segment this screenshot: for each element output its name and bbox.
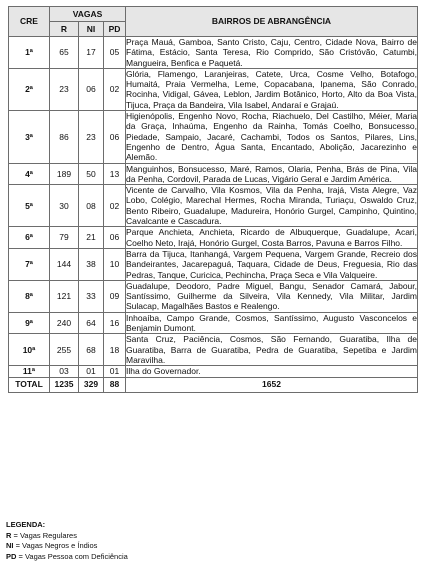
- r-cell: 255: [50, 334, 79, 366]
- header-ni: NI: [79, 22, 104, 37]
- ni-cell: 08: [79, 185, 104, 227]
- total-ni: 329: [79, 377, 104, 392]
- bairros-cell: Inhoaíba, Campo Grande, Cosmos, Santíssimo, Augusto Vasconcelos e Benjamin Dumont.: [126, 312, 417, 334]
- legend-item: [6, 552, 128, 563]
- pd-cell: 06: [104, 227, 126, 249]
- ni-cell: 68: [79, 334, 104, 366]
- cre-cell: 1ª: [9, 37, 50, 69]
- table-row: [9, 366, 418, 377]
- r-cell: 23: [50, 68, 79, 110]
- table-row: [9, 163, 418, 185]
- cre-cell: 5ª: [9, 185, 50, 227]
- r-cell: 30: [50, 185, 79, 227]
- bairros-cell: Ilha do Governador.: [126, 366, 418, 377]
- cre-cell: 2ª: [9, 68, 50, 110]
- pd-cell: 10: [104, 248, 126, 280]
- header-vagas: VAGAS: [50, 7, 126, 22]
- ni-cell: 64: [79, 312, 104, 334]
- ni-cell: 33: [79, 280, 104, 312]
- cre-cell: 10ª: [9, 334, 50, 366]
- table-row: [9, 248, 418, 280]
- header-r: R: [50, 22, 79, 37]
- legend-text: = Vagas Negros e Índios: [13, 541, 98, 550]
- total-label: TOTAL: [9, 377, 50, 392]
- cre-cell: 7ª: [9, 248, 50, 280]
- pd-cell: 13: [104, 163, 126, 185]
- ni-cell: 50: [79, 163, 104, 185]
- legend-code: PD: [6, 551, 17, 561]
- bairros-cell: Praça Mauá, Gamboa, Santo Cristo, Caju, Centro, Cidade Nova, Bairro de Fátima, Estácio, Santa Teresa, Rio Comprido, São Cristóvão, Catumbi, Mangueira, Benfica e Paquetá.: [126, 37, 417, 68]
- total-sum: 1652: [126, 377, 418, 392]
- table-row: [9, 37, 418, 69]
- cre-cell: 4ª: [9, 163, 50, 185]
- total-r: 1235: [50, 377, 79, 392]
- pd-cell: 16: [104, 312, 126, 334]
- document: [8, 6, 417, 393]
- bairros-cell: Barra da Tijuca, Itanhangá, Vargem Pequena, Vargem Grande, Recreio dos Bandeirantes, Jacarepaguá, Taquara, Cidade de Deus, Freguesia, Rio das Pedras, Tanque, Curicica, Pechincha, Praça Seca e Vila Valqueire.: [126, 248, 417, 280]
- table-row: [9, 185, 418, 227]
- table-row: [9, 68, 418, 110]
- bairros-cell: Vicente de Carvalho, Vila Kosmos, Vila da Penha, Irajá, Vista Alegre, Vaz Lobo, Colégio, Marechal Hermes, Rocha Miranda, Turiaçu, Oswaldo Cruz, Bento Ribeiro, Guadalupe, Madureira, Honório Gurgel, Campinho, Quintino, Cavalcante e Cascadura.: [126, 185, 417, 227]
- header-cre: CRE: [9, 7, 50, 37]
- bairros-cell: Guadalupe, Deodoro, Padre Miguel, Bangu, Senador Camará, Jabour, Santíssimo, Guilherme da Silveira, Vila Kennedy, Vila Militar, Jardim Sulacap, Magalhães Bastos e Realengo.: [126, 280, 417, 312]
- r-cell: 79: [50, 227, 79, 249]
- pd-cell: 01: [104, 366, 126, 377]
- table-row: [9, 227, 418, 249]
- header-pd: PD: [104, 22, 126, 37]
- ni-cell: 23: [79, 111, 104, 163]
- legend-text: = Vagas Regulares: [11, 530, 77, 540]
- ni-cell: 38: [79, 248, 104, 280]
- r-cell: 03: [50, 366, 79, 377]
- bairros-cell: Manguinhos, Bonsucesso, Maré, Ramos, Olaria, Penha, Brás de Pina, Vila da Penha, Cordovil, Parada de Lucas, Vigário Geral e Jardim América.: [126, 163, 417, 184]
- pd-cell: 09: [104, 280, 126, 312]
- table-row: [9, 334, 418, 366]
- r-cell: 189: [50, 163, 79, 185]
- table-header: [9, 7, 418, 37]
- r-cell: 240: [50, 312, 79, 334]
- r-cell: 121: [50, 280, 79, 312]
- cre-cell: 3ª: [9, 111, 50, 163]
- bairros-cell: Glória, Flamengo, Laranjeiras, Catete, Urca, Cosme Velho, Botafogo, Humaitá, Praia Vermelha, Leme, Copacabana, Ipanema, São Conrado, Rocinha, Vidigal, Gávea, Leblon, Jardim Botânico, Horto, Alto da Boa Vista, Tijuca, Praça da Bandeira, Vila Isabel, Andaraí e Grajaú.: [126, 68, 417, 110]
- ni-cell: 17: [79, 37, 104, 69]
- table-row: [9, 312, 418, 334]
- legend-title: LEGENDA:: [6, 520, 46, 529]
- r-cell: 86: [50, 111, 79, 163]
- pd-cell: 06: [104, 111, 126, 163]
- ni-cell: 21: [79, 227, 104, 249]
- pd-cell: 05: [104, 37, 126, 69]
- legend: [6, 520, 128, 562]
- table-row: [9, 280, 418, 312]
- pd-cell: 02: [104, 68, 126, 110]
- ni-cell: 01: [79, 366, 104, 377]
- r-cell: 65: [50, 37, 79, 69]
- legend-item: [6, 541, 128, 552]
- table-body: [9, 37, 418, 378]
- legend-code: R: [6, 530, 12, 540]
- header-bairros: BAIRROS DE ABRANGÊNCIA: [126, 7, 418, 37]
- pd-cell: 18: [104, 334, 126, 366]
- cre-cell: 8ª: [9, 280, 50, 312]
- pd-cell: 02: [104, 185, 126, 227]
- legend-code: NI: [6, 541, 14, 550]
- vacancies-table: [8, 6, 418, 393]
- table-row: [9, 111, 418, 163]
- cre-cell: 11ª: [9, 366, 50, 377]
- cre-cell: 6ª: [9, 227, 50, 249]
- ni-cell: 06: [79, 68, 104, 110]
- legend-text: = Vagas Pessoa com Deficiência: [16, 551, 128, 561]
- legend-item: [6, 531, 128, 542]
- total-row: [9, 377, 418, 392]
- bairros-cell: Santa Cruz, Paciência, Cosmos, São Fernando, Guaratiba, Ilha de Guaratiba, Barra de Guaratiba, Pedra de Guaratiba, Sepetiba e Jardim Maravilha.: [126, 334, 417, 365]
- total-pd: 88: [104, 377, 126, 392]
- r-cell: 144: [50, 248, 79, 280]
- bairros-cell: Higienópolis, Engenho Novo, Rocha, Riachuelo, Del Castilho, Méier, Maria da Graça, Inhaúma, Engenho da Rainha, Tomás Coelho, Bonsucesso, Piedade, Sampaio, Jacaré, Cachambi, Todos os Santos, Pilares, Lins, Engenho de Dentro, Água Santa, Encantado, Abolição, Jacarezinho e Alemão.: [126, 111, 417, 163]
- bairros-cell: Parque Anchieta, Anchieta, Ricardo de Albuquerque, Guadalupe, Acari, Coelho Neto, Irajá, Honório Gurgel, Costa Barros, Pavuna e Barros Filho.: [126, 227, 417, 248]
- cre-cell: 9ª: [9, 312, 50, 334]
